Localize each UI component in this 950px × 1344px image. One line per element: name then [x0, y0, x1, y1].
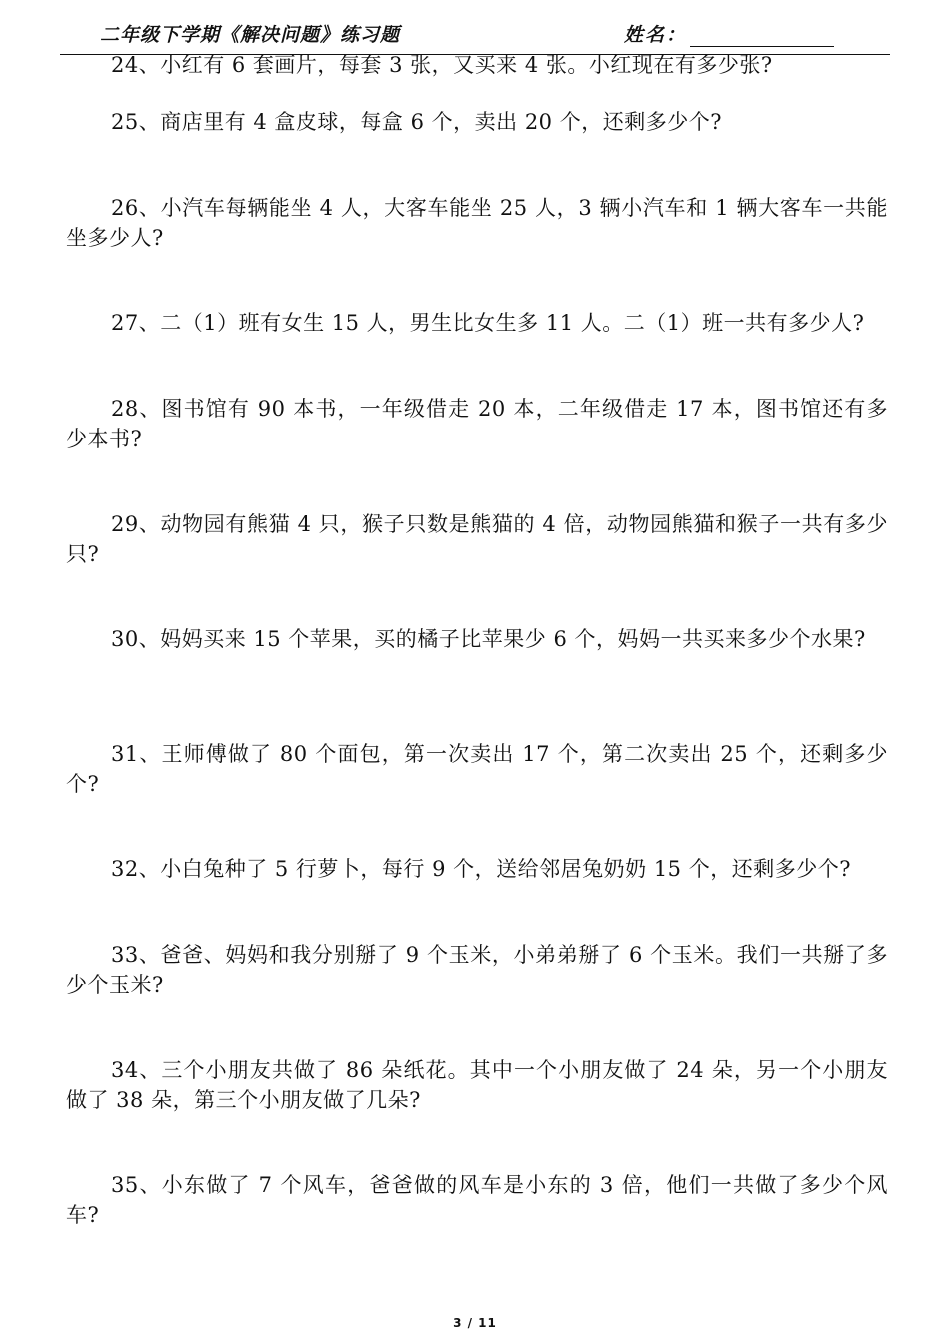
question-30: 30、妈妈买来 15 个苹果，买的橘子比苹果少 6 个，妈妈一共买来多少个水果?: [111, 627, 866, 651]
worksheet-title: 二年级下学期《解决问题》练习题: [100, 24, 401, 46]
question-26: 26、小汽车每辆能坐 4 人，大客车能坐 25 人，3 辆小汽车和 1 辆大客车一共能坐多少人?: [66, 196, 888, 250]
question-28: 28、图书馆有 90 本书，一年级借走 20 本，二年级借走 17 本，图书馆还有多少本书?: [66, 397, 888, 451]
question-34: 34、三个小朋友共做了 86 朵纸花。其中一个小朋友做了 24 朵，另一个小朋友做了 38 朵，第三个小朋友做了几朵?: [66, 1058, 888, 1112]
page-header: [0, 0, 950, 56]
name-blank-line: [690, 46, 834, 47]
question-35: 35、小东做了 7 个风车，爸爸做的风车是小东的 3 倍，他们一共做了多少个风车?: [66, 1173, 888, 1227]
question-33: 33、爸爸、妈妈和我分别掰了 9 个玉米，小弟弟掰了 6 个玉米。我们一共掰了多少个玉米?: [66, 943, 888, 997]
name-label: 姓名：: [624, 24, 688, 46]
question-25: 25、商店里有 4 盒皮球，每盒 6 个，卖出 20 个，还剩多少个?: [111, 110, 722, 134]
page-number: 3 / 11: [453, 1316, 497, 1330]
question-29: 29、动物园有熊猫 4 只，猴子只数是熊猫的 4 倍，动物园熊猫和猴子一共有多少只?: [66, 512, 888, 566]
question-27: 27、二（1）班有女生 15 人，男生比女生多 11 人。二（1）班一共有多少人?: [111, 311, 865, 335]
question-24: 24、小红有 6 套画片，每套 3 张，又买来 4 张。小红现在有多少张?: [111, 53, 773, 77]
question-32: 32、小白兔种了 5 行萝卜，每行 9 个，送给邻居兔奶奶 15 个，还剩多少个?: [111, 857, 851, 881]
question-31: 31、王师傅做了 80 个面包，第一次卖出 17 个，第二次卖出 25 个，还剩多少个?: [66, 742, 888, 796]
